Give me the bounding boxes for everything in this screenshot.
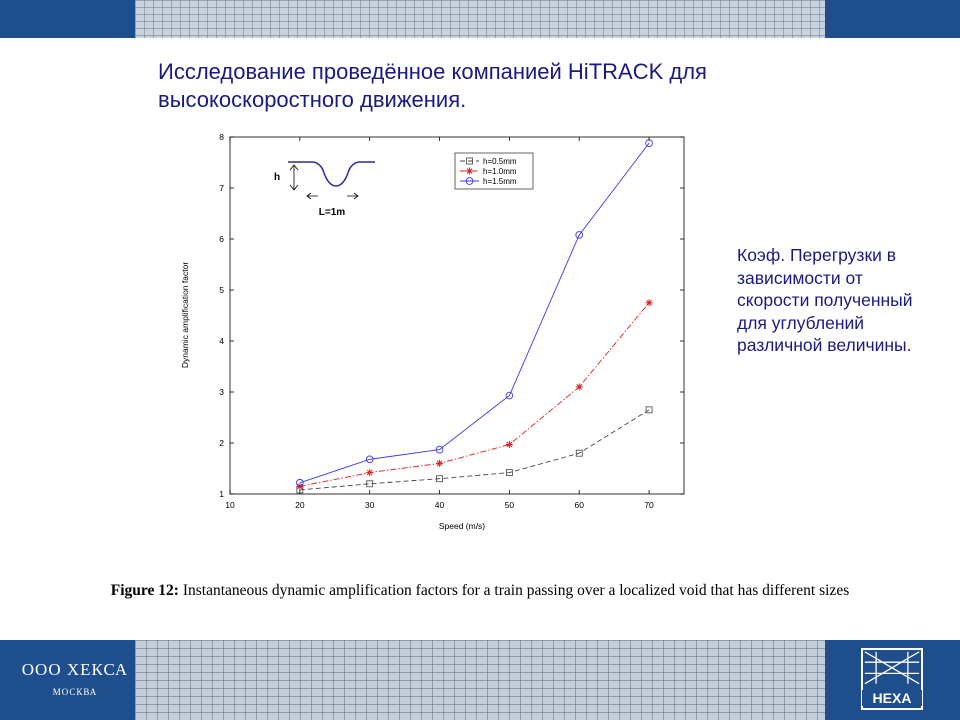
figure-caption <box>80 581 880 600</box>
inset-depth-label: h <box>274 172 281 183</box>
y-axis-label: Dynamic amplification factor <box>180 261 190 369</box>
caption-text: Instantaneous dynamic amplification factors for a train passing over a localized void that has different sizes <box>182 582 850 599</box>
bottom-banner <box>0 640 960 720</box>
data-point <box>506 441 513 448</box>
y-tick-label: 5 <box>219 285 224 295</box>
plot-area <box>230 137 684 494</box>
x-tick-label: 30 <box>364 500 375 510</box>
data-point <box>646 299 653 306</box>
mesh-image-top <box>135 0 825 38</box>
y-tick-label: 1 <box>219 489 224 499</box>
y-tick-label: 7 <box>219 183 224 193</box>
legend <box>455 153 533 189</box>
legend-label: h=1.5mm <box>483 177 517 186</box>
side-note: Коэф. Перегрузки в зависимости от скорости полученный для углублений различной величины. <box>737 245 913 356</box>
inset-length-label: L=1m <box>318 207 346 218</box>
x-tick-label: 60 <box>574 500 584 510</box>
legend-marker <box>466 168 473 175</box>
slide-title: Исследование проведённое компанией HiTRACK для высокоскоростного движения. <box>158 59 707 112</box>
x-tick-label: 70 <box>644 500 654 510</box>
legend-label: h=1.0mm <box>483 167 517 176</box>
y-tick-label: 4 <box>219 336 224 346</box>
legend-label: h=0.5mm <box>483 157 517 166</box>
logo-text: HEXA <box>862 690 922 706</box>
x-tick-label: 50 <box>504 500 515 510</box>
data-point <box>366 469 373 476</box>
caption-label: Figure 12: <box>110 582 179 599</box>
mesh-image-bottom <box>135 640 825 720</box>
data-point <box>576 383 583 390</box>
y-tick-label: 8 <box>219 132 224 142</box>
amplification-chart <box>170 125 700 535</box>
company-city: МОСКВА <box>52 687 98 697</box>
x-axis-label: Speed (m/s) <box>438 521 486 531</box>
y-tick-label: 3 <box>219 387 224 397</box>
x-tick-label: 10 <box>225 500 235 510</box>
y-tick-label: 6 <box>219 234 224 244</box>
y-tick-label: 2 <box>219 438 224 448</box>
company-name: ООО ХЕКСА <box>21 660 129 679</box>
x-tick-label: 20 <box>295 500 305 510</box>
data-point <box>436 460 443 467</box>
top-banner <box>0 0 960 38</box>
x-tick-label: 40 <box>434 500 445 510</box>
